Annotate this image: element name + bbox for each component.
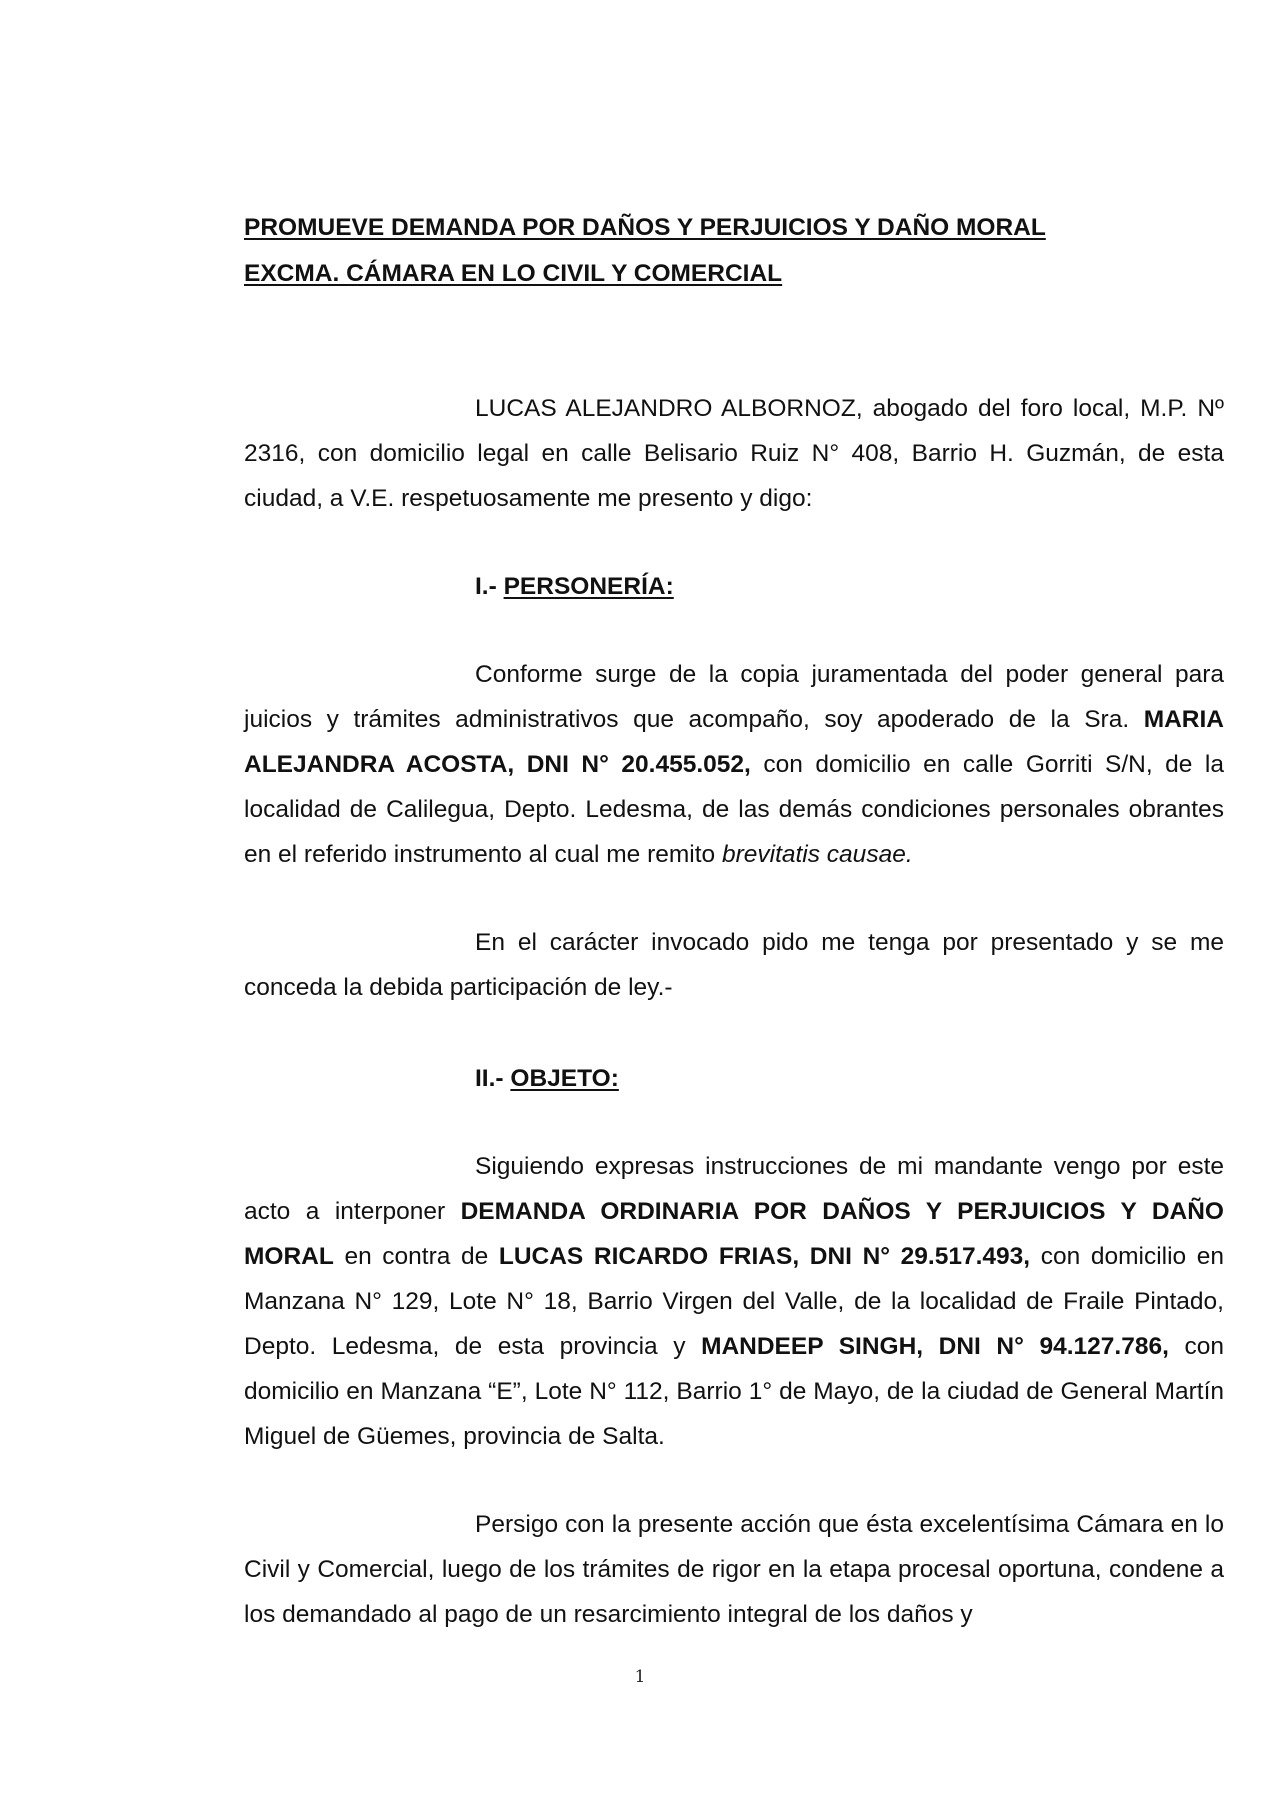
intro-text: LUCAS ALEJANDRO ALBORNOZ, abogado del foro local, M.P. Nº 2316, con domicilio legal en calle Belisario Ruiz N° 408, Barrio H. Guzmán, de esta ciudad, a V.E. respetuosamente me presento y digo: bbox=[244, 395, 1224, 512]
paragraph-text: Siguiendo expresas instrucciones de mi mandante vengo por este acto a interponer bbox=[244, 1153, 1224, 1225]
objeto-paragraph-1 bbox=[244, 1144, 1224, 1459]
client-name: MARIA ALEJANDRA ACOSTA, DNI N° 20.455.052, bbox=[244, 706, 1224, 778]
document-title-line-2: EXCMA. CÁMARA EN LO CIVIL Y COMERCIAL bbox=[244, 260, 783, 287]
section-heading-personeria bbox=[475, 573, 674, 601]
section-label: OBJETO: bbox=[510, 1065, 619, 1092]
paragraph-text: En el carácter invocado pido me tenga por presentado y se me conceda la debida participación de ley.- bbox=[244, 929, 1224, 1001]
section-number: I.- bbox=[475, 573, 504, 600]
personeria-paragraph-2 bbox=[244, 920, 1224, 1010]
section-heading-objeto bbox=[475, 1065, 619, 1093]
paragraph-text: en contra de bbox=[333, 1243, 499, 1270]
claim-type: DEMANDA ORDINARIA POR DAÑOS Y PERJUICIOS Y DAÑO MORAL bbox=[244, 1198, 1224, 1270]
paragraph-text: con domicilio en Manzana N° 129, Lote N° 18, Barrio Virgen del Valle, de la localidad de Fraile Pintado, Depto. Ledesma, de esta provincia y bbox=[244, 1243, 1225, 1360]
page-number: 1 bbox=[634, 1667, 646, 1687]
paragraph-text: Conforme surge de la copia juramentada del poder general para juicios y trámites administrativos que acompaño, soy apoderado de la Sra. bbox=[244, 661, 1224, 733]
section-number: II.- bbox=[475, 1065, 511, 1092]
intro-paragraph bbox=[244, 386, 1224, 521]
paragraph-text: con domicilio en Manzana “E”, Lote N° 112, Barrio 1° de Mayo, de la ciudad de General Martín Miguel de Güemes, provincia de Salta. bbox=[244, 1333, 1224, 1450]
document-title-line-1: PROMUEVE DEMANDA POR DAÑOS Y PERJUICIOS Y DAÑO MORAL bbox=[244, 214, 1046, 241]
paragraph-text: con domicilio en calle Gorriti S/N, de la localidad de Calilegua, Depto. Ledesma, de las demás condiciones personales obrantes en el referido instrumento al cual me remito bbox=[244, 751, 1224, 868]
paragraph-text: Persigo con la presente acción que ésta excelentísima Cámara en lo Civil y Comercial, luego de los trámites de rigor en la etapa procesal oportuna, condene a los demandado al pago de un resarcimiento integral de los daños y bbox=[244, 1511, 1224, 1628]
personeria-paragraph-1 bbox=[244, 652, 1224, 877]
defendant-2-name: MANDEEP SINGH, DNI N° 94.127.786, bbox=[701, 1333, 1169, 1360]
latin-phrase: brevitatis causae. bbox=[721, 841, 913, 868]
defendant-1-name: LUCAS RICARDO FRIAS, DNI N° 29.517.493, bbox=[498, 1243, 1031, 1270]
section-label: PERSONERÍA: bbox=[503, 573, 674, 600]
objeto-paragraph-2 bbox=[244, 1502, 1224, 1637]
